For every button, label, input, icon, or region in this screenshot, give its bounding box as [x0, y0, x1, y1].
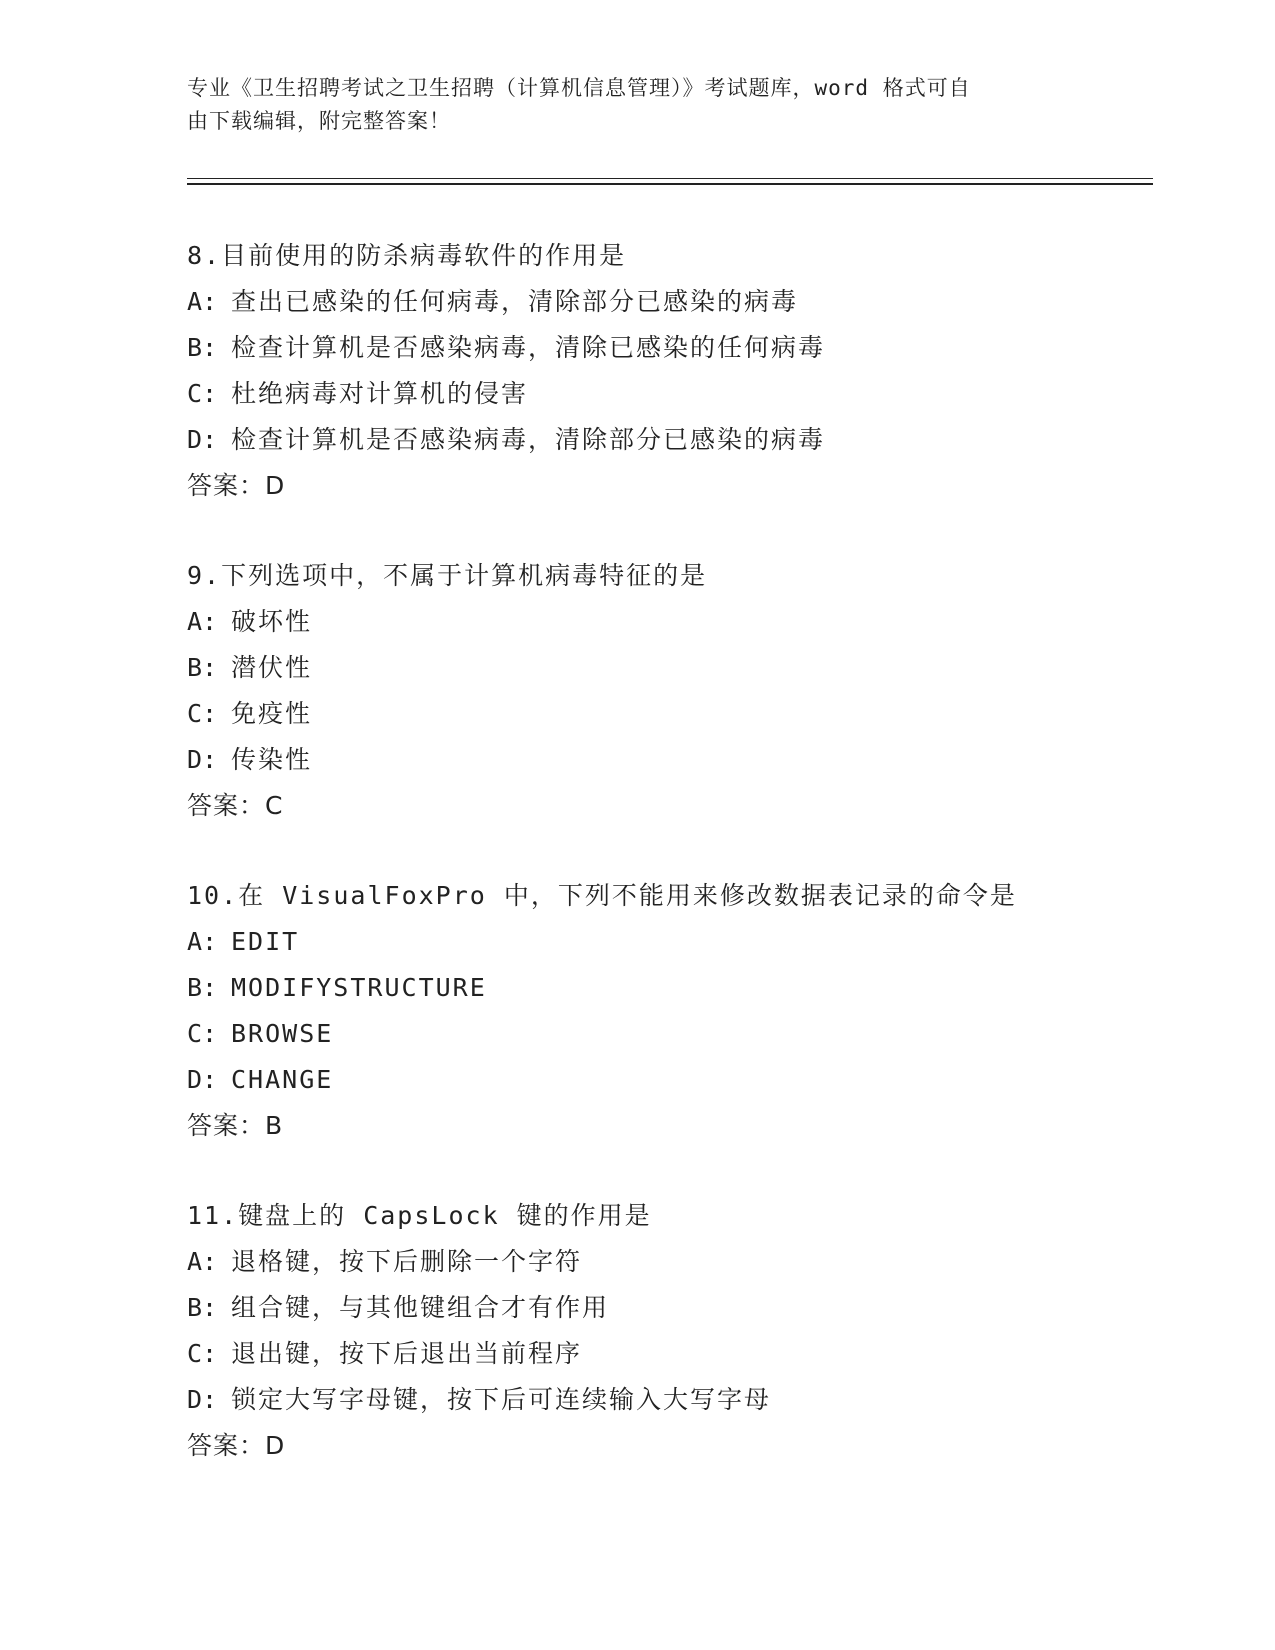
option-text: 查出已感染的任何病毒，清除部分已感染的病毒: [231, 287, 799, 316]
option-c: [187, 1331, 1147, 1377]
question-stem: 11.键盘上的 CapsLock 键的作用是: [187, 1201, 652, 1230]
option-c: [187, 371, 1147, 417]
header-line-2: 由下载编辑，附完整答案！: [187, 109, 451, 133]
question-11: [187, 1193, 1147, 1513]
option-key: C:: [187, 1019, 218, 1048]
option-key: B:: [187, 973, 218, 1002]
option-key: D:: [187, 745, 218, 774]
option-b: [187, 325, 1147, 371]
option-d: [187, 1377, 1147, 1423]
option-key: B:: [187, 1293, 218, 1322]
option-key: D:: [187, 1385, 218, 1414]
option-text: 退出键，按下后退出当前程序: [231, 1339, 583, 1368]
question-8: [187, 233, 1147, 553]
option-a: [187, 279, 1147, 325]
option-a: [187, 599, 1147, 645]
option-text: EDIT: [231, 927, 300, 956]
option-key: B:: [187, 653, 218, 682]
question-stem: 9.下列选项中，不属于计算机病毒特征的是: [187, 561, 708, 590]
option-text: 检查计算机是否感染病毒，清除部分已感染的病毒: [231, 425, 826, 454]
option-key: C:: [187, 1339, 218, 1368]
option-text: 退格键，按下后删除一个字符: [231, 1247, 583, 1276]
answer: 答案：C: [187, 791, 284, 820]
option-key: C:: [187, 699, 218, 728]
question-10: [187, 873, 1147, 1193]
option-key: D:: [187, 425, 218, 454]
option-text: BROWSE: [231, 1019, 334, 1048]
option-text: 破坏性: [231, 607, 313, 636]
answer: 答案：D: [187, 1431, 286, 1460]
header-line-1: 专业《卫生招聘考试之卫生招聘（计算机信息管理）》考试题库，word 格式可自: [187, 76, 971, 100]
option-d: [187, 737, 1147, 783]
option-key: A:: [187, 607, 218, 636]
option-c: [187, 691, 1147, 737]
option-text: 免疫性: [231, 699, 313, 728]
option-text: CHANGE: [231, 1065, 334, 1094]
option-b: [187, 965, 1147, 1011]
option-key: A:: [187, 927, 218, 956]
option-text: MODIFYSTRUCTURE: [231, 973, 487, 1002]
question-stem: 10.在 VisualFoxPro 中，下列不能用来修改数据表记录的命令是: [187, 881, 1017, 910]
answer: 答案：B: [187, 1111, 284, 1140]
document-header: [187, 72, 1067, 138]
option-key: B:: [187, 333, 218, 362]
option-b: [187, 645, 1147, 691]
option-c: [187, 1011, 1147, 1057]
option-key: A:: [187, 287, 218, 316]
option-a: [187, 1239, 1147, 1285]
option-key: A:: [187, 1247, 218, 1276]
option-text: 锁定大写字母键，按下后可连续输入大写字母: [231, 1385, 772, 1414]
option-text: 组合键，与其他键组合才有作用: [231, 1293, 610, 1322]
option-d: [187, 417, 1147, 463]
question-list: [187, 233, 1147, 1513]
option-text: 检查计算机是否感染病毒，清除已感染的任何病毒: [231, 333, 826, 362]
header-divider-thick: [187, 183, 1153, 185]
option-d: [187, 1057, 1147, 1103]
question-9: [187, 553, 1147, 873]
option-key: C:: [187, 379, 218, 408]
option-text: 杜绝病毒对计算机的侵害: [231, 379, 529, 408]
question-stem: 8.目前使用的防杀病毒软件的作用是: [187, 241, 627, 270]
option-key: D:: [187, 1065, 218, 1094]
option-a: [187, 919, 1147, 965]
option-b: [187, 1285, 1147, 1331]
option-text: 传染性: [231, 745, 313, 774]
answer: 答案：D: [187, 471, 286, 500]
header-divider-thin: [187, 178, 1153, 179]
option-text: 潜伏性: [231, 653, 313, 682]
